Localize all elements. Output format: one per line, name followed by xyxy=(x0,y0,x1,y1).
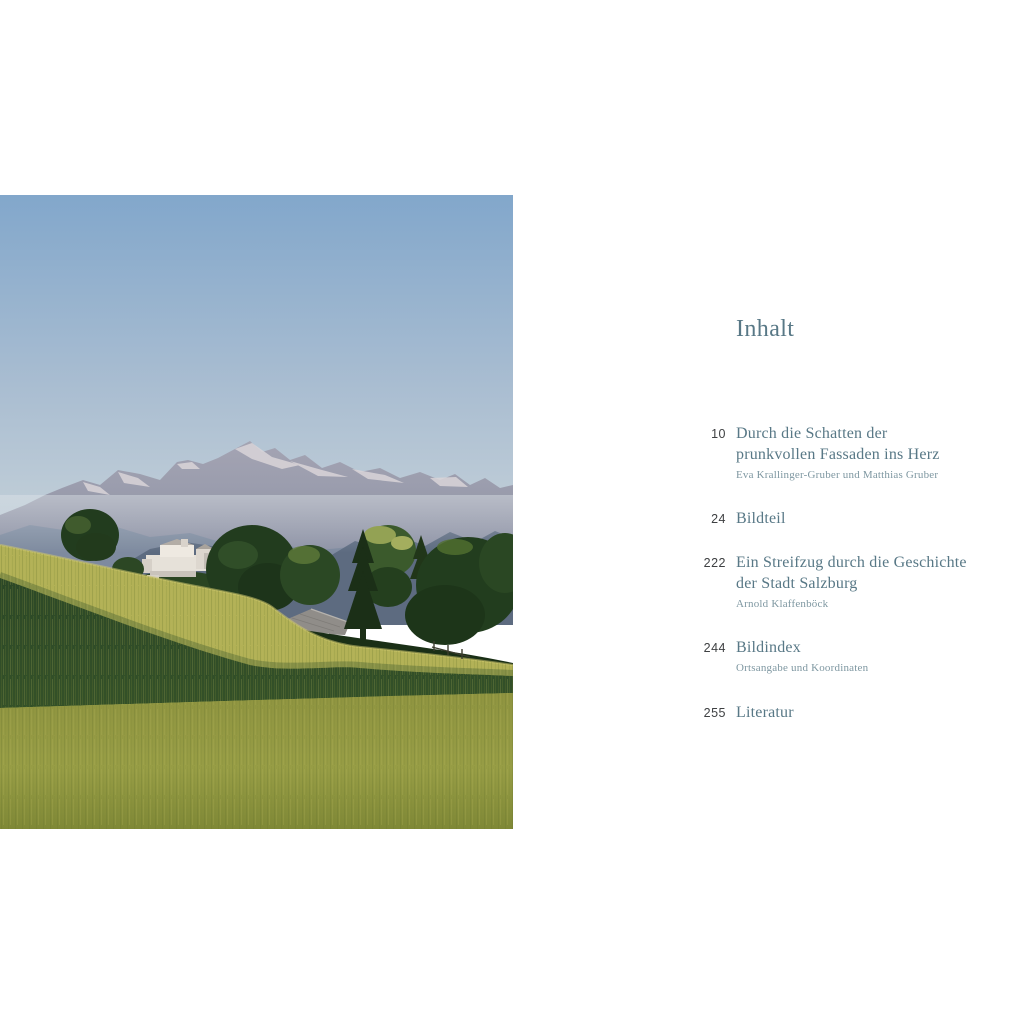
chapter-authors: Eva Krallinger-Gruber und Matthias Gruber xyxy=(736,469,939,481)
toc-entry xyxy=(700,702,976,724)
toc-entry xyxy=(700,423,976,482)
chapter-title-line: Bildindex xyxy=(736,639,801,656)
page-number: 24 xyxy=(711,512,726,526)
toc-entry xyxy=(700,552,976,611)
chapter-title-line: der Stadt Salzburg xyxy=(736,575,858,592)
chapter-title-line: Ein Streifzug durch die Geschichte xyxy=(736,554,967,571)
chapter-title-line: Literatur xyxy=(736,704,794,721)
page-number: 244 xyxy=(703,641,726,655)
toc-entry xyxy=(700,637,976,675)
chapter-title-line: prunkvollen Fassaden ins Herz xyxy=(736,446,940,463)
toc-entry xyxy=(700,508,976,530)
page-number: 255 xyxy=(703,706,726,720)
chapter-authors: Arnold Klaffenböck xyxy=(736,598,829,610)
chapter-title-line: Durch die Schatten der xyxy=(736,425,888,442)
page-number: 10 xyxy=(711,427,726,441)
landscape-photo xyxy=(0,195,513,829)
page-number: 222 xyxy=(703,556,726,570)
toc-title: Inhalt xyxy=(736,316,795,342)
chapter-title-line: Bildteil xyxy=(736,510,786,527)
chapter-subtitle: Ortsangabe und Koordinaten xyxy=(736,662,869,674)
